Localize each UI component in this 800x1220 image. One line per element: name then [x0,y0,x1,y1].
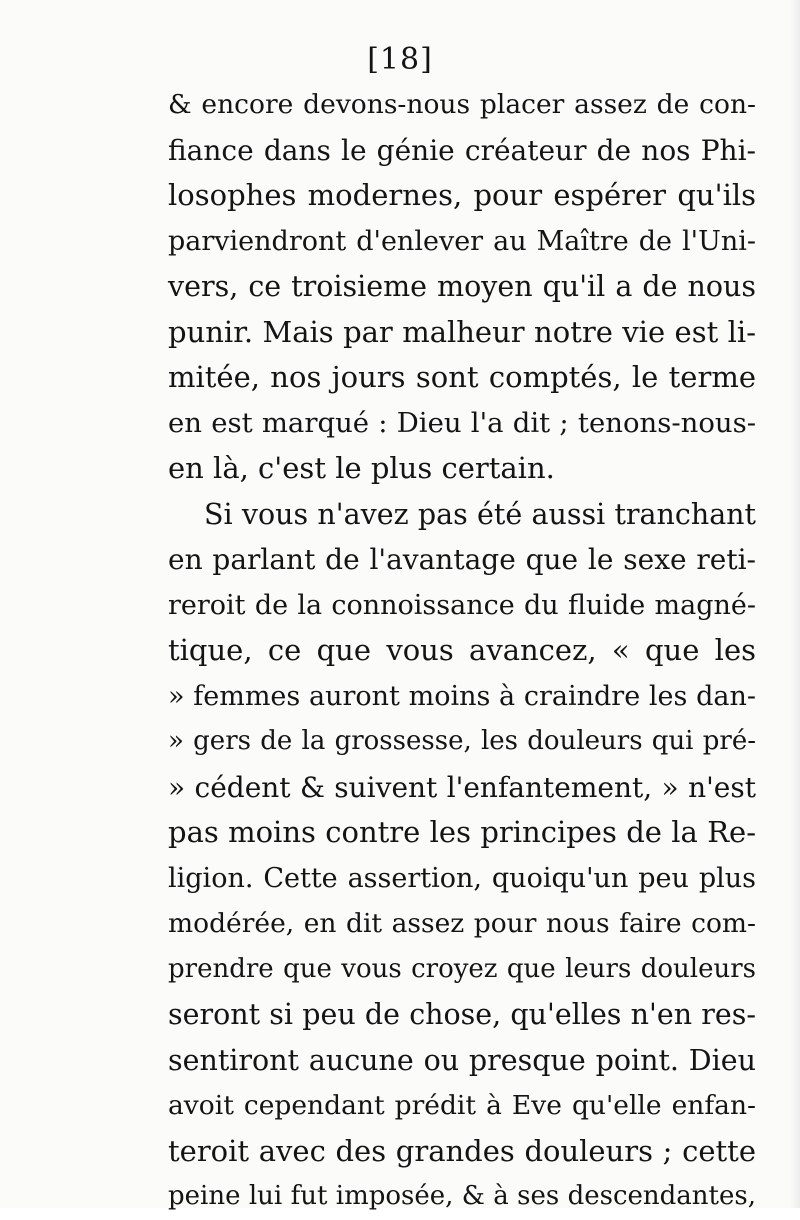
text-line: punir. Mais par malheur notre vie est li- [168,314,756,349]
body-text [168,82,756,1220]
text-line: ligion. Cette assertion, quoiqu'un peu plus [168,862,756,894]
paragraph-first-line: Si vous n'avez pas été aussi tranchant [204,497,756,531]
quoted-line: » femmes auront moins à craindre les dan- [168,680,756,712]
text-line: losophes modernes, pour espérer qu'ils [168,178,756,212]
text-line: mitée, nos jours sont comptés, le terme [168,360,756,394]
quoted-line: » gers de la grossesse, les douleurs qui pré- [168,726,756,756]
page-number: [18] [367,42,433,77]
text-line: en parlant de l'avantage que le sexe reti- [168,543,756,576]
text-line: en là, c'est le plus certain. [168,451,555,485]
text-line: pas moins contre les principes de la Re- [168,815,756,849]
text-line: avoit cependant prédit à Eve qu'elle enfan- [168,1090,756,1121]
text-line: vers, ce troisieme moyen qu'il a de nous [168,270,756,303]
text-line: parviendront d'enlever au Maître de l'Uni- [168,225,756,257]
text-line: teroit avec des grandes douleurs ; cette [168,1133,756,1168]
text-line: prendre que vous croyez que leurs douleurs [168,953,756,984]
page-edge-shadow [790,0,800,1208]
text-line: sentiront aucune ou presque point. Dieu [168,1043,756,1077]
quoted-line: » cédent & suivent l'enfantement, » n'est [168,770,756,804]
text-line: peine lui fut imposée, & à ses descendantes, [168,1181,756,1211]
text-line: & encore devons-nous placer assez de con- [168,89,756,120]
text-line: fiance dans le génie créateur de nos Phi- [168,133,756,167]
text-line: reroit de la connoissance du fluide magné- [168,589,756,621]
text-line: modérée, en dit assez pour nous faire com- [168,908,756,939]
text-line: tique, ce que vous avancez, « que les [168,633,756,667]
text-line: en est marqué : Dieu l'a dit ; tenons-nous- [168,406,756,439]
text-line: seront si peu de chose, qu'elles n'en res- [168,998,756,1031]
